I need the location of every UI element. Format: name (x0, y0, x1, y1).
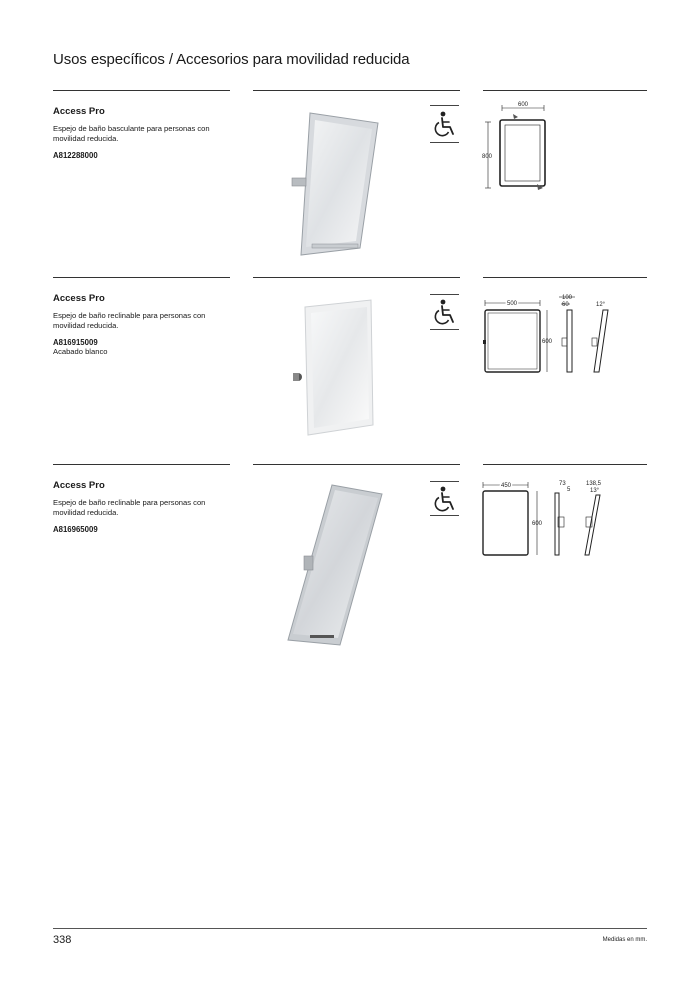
wheelchair-icon (431, 485, 459, 513)
product-photo (268, 105, 398, 265)
page-number: 338 (53, 934, 72, 946)
dimension-height: 600 (532, 521, 543, 527)
page-title: Usos específicos / Accesorios para movilidad reducida (53, 51, 410, 68)
product-code: A816965009 (53, 525, 98, 534)
wheelchair-icon (431, 110, 459, 138)
product-name: Access Pro (53, 106, 105, 117)
icon-rule (430, 294, 459, 295)
divider (483, 90, 647, 91)
technical-drawing (481, 100, 561, 195)
dimension-width: 500 (506, 301, 518, 307)
technical-drawing (480, 479, 615, 564)
divider (253, 464, 460, 465)
divider (53, 464, 230, 465)
footer-divider (53, 928, 647, 929)
divider (253, 277, 460, 278)
technical-drawing (480, 293, 615, 383)
icon-rule (430, 481, 459, 482)
footer-note: Medidas en mm. (602, 937, 647, 943)
product-name: Access Pro (53, 480, 105, 491)
divider (483, 277, 647, 278)
dimension-depth-min: 60 (562, 302, 569, 308)
dimension-depth-c: 138,5 (586, 481, 602, 487)
product-photo (283, 295, 393, 440)
wheelchair-icon (431, 298, 459, 326)
icon-rule (430, 142, 459, 143)
product-description: Espejo de baño reclinable para personas con movilidad reducida. (53, 498, 206, 517)
dimension-angle: 13° (590, 488, 600, 494)
dimension-height: 600 (542, 339, 553, 345)
product-code: A816915009 (53, 338, 98, 347)
product-finish: Acabado blanco (53, 347, 108, 356)
dimension-height: 800 (482, 154, 493, 160)
dimension-depth-a: 73 (559, 481, 566, 487)
product-description: Espejo de baño basculante para personas con movilidad reducida. (53, 124, 210, 143)
divider (253, 90, 460, 91)
icon-rule (430, 329, 459, 330)
divider (483, 464, 647, 465)
icon-rule (430, 105, 459, 106)
dimension-depth-b: 5 (567, 487, 571, 493)
divider (53, 90, 230, 91)
icon-rule (430, 515, 459, 516)
product-photo (280, 480, 400, 655)
product-code: A812288000 (53, 151, 98, 160)
dimension-depth-max: 100 (562, 295, 573, 301)
product-name: Access Pro (53, 293, 105, 304)
divider (53, 277, 230, 278)
dimension-width: 450 (500, 483, 512, 489)
dimension-angle: 12° (596, 302, 606, 308)
product-description: Espejo de baño reclinable para personas con movilidad reducida. (53, 311, 206, 330)
dimension-width: 600 (517, 102, 529, 108)
